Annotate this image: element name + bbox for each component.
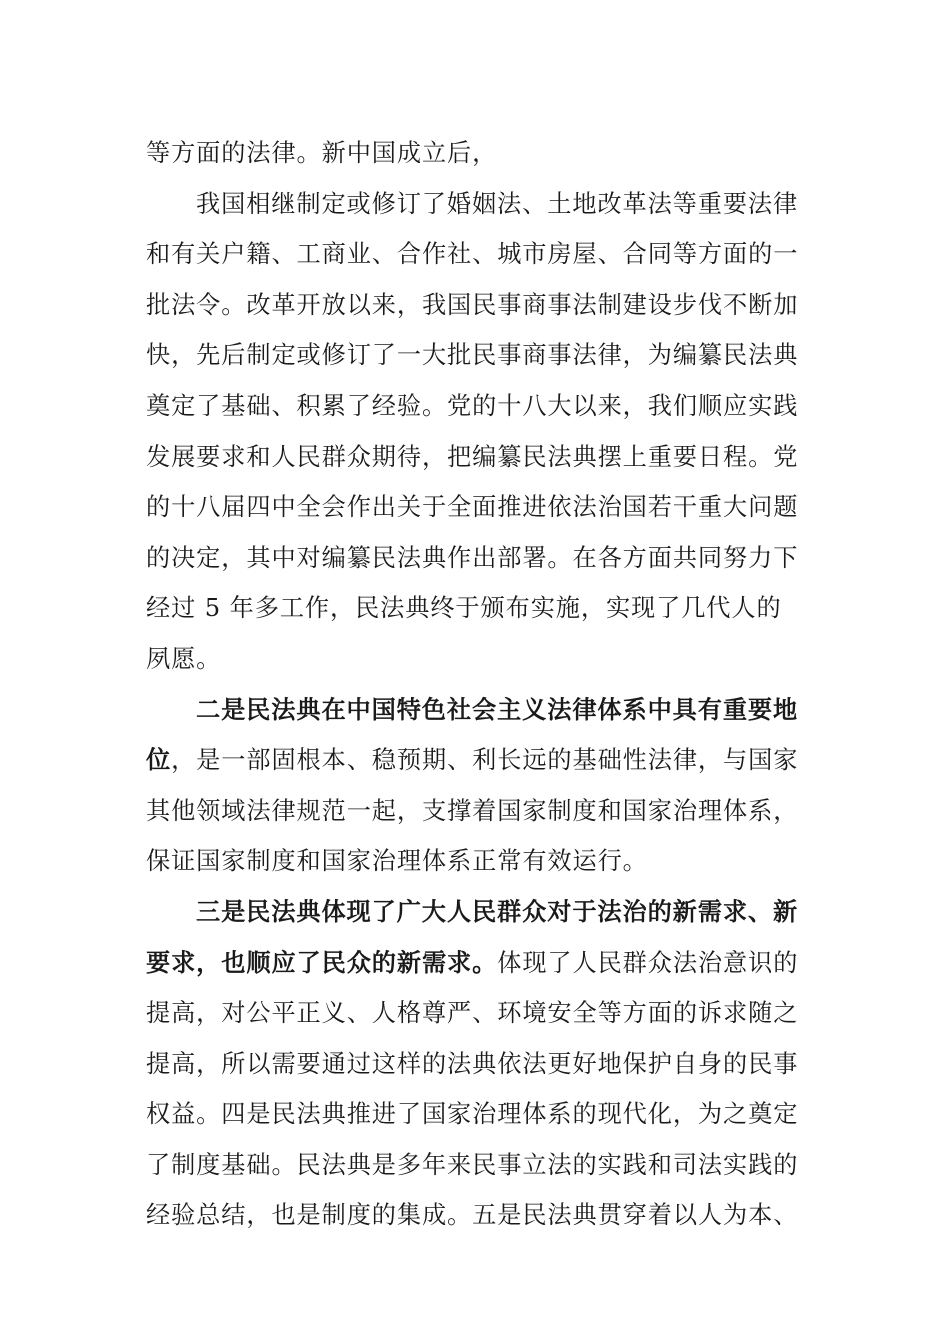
text-line <box>146 432 808 483</box>
text-run: 批法令。改革开放以来，我国民事商事法制建设步伐不断加 <box>146 290 799 319</box>
bold-text-run: 二是民法典在中国特色社会主义法律体系中具有重要地 <box>196 694 799 724</box>
text-run: 经过 5 年多工作，民法典终于颁布实施，实现了几代人的 <box>146 594 782 623</box>
text-line <box>146 583 808 634</box>
bold-text-run: 要求，也顺应了民众的新需求。 <box>146 947 498 977</box>
text-line <box>146 1140 808 1191</box>
bold-text-run: 三是民法典体现了广大人民群众对于法治的新需求、新 <box>196 896 799 926</box>
text-line <box>146 128 808 179</box>
text-line <box>146 179 808 230</box>
text-line <box>146 280 808 331</box>
text-line <box>146 988 808 1039</box>
text-line <box>146 381 808 432</box>
text-line <box>146 229 808 280</box>
text-run: 经验总结，也是制度的集成。五是民法典贯穿着以人为本、 <box>146 1201 799 1230</box>
bold-text-run: 位 <box>146 745 172 775</box>
text-run: 体现了人民群众法治意识的 <box>497 948 799 977</box>
text-run: 我国相继制定或修订了婚姻法、土地改革法等重要法律 <box>196 189 799 218</box>
text-line <box>146 482 808 533</box>
text-line <box>146 533 808 584</box>
text-run: 发展要求和人民群众期待，把编纂民法典摆上重要日程。党 <box>146 442 799 471</box>
text-line <box>146 1039 808 1090</box>
text-run: 等方面的法律。新中国成立后， <box>146 139 498 167</box>
text-run: 的决定，其中对编纂民法典作出部署。在各方面共同努力下 <box>146 543 799 572</box>
text-run: 保证国家制度和国家治理体系正常有效运行。 <box>146 847 648 876</box>
text-line <box>146 330 808 381</box>
text-line <box>146 1089 808 1140</box>
text-run: 权益。四是民法典推进了国家治理体系的现代化，为之奠定 <box>146 1100 799 1129</box>
text-run: 了制度基础。民法典是多年来民事立法的实践和司法实践的 <box>146 1150 799 1179</box>
text-run: 的十八届四中全会作出关于全面推进依法治国若干重大问题 <box>146 493 799 522</box>
text-line <box>146 1190 808 1241</box>
text-line <box>146 786 808 837</box>
text-run: 夙愿。 <box>146 644 222 673</box>
text-line <box>146 685 808 736</box>
text-line <box>146 887 808 938</box>
text-line <box>146 634 808 685</box>
text-line <box>146 938 808 989</box>
document-page <box>146 128 808 1241</box>
text-line <box>146 836 808 887</box>
text-run: 其他领域法律规范一起，支撑着国家制度和国家治理体系， <box>146 796 799 825</box>
text-run: ，是一部固根本、稳预期、利长远的基础性法律，与国家 <box>171 746 799 775</box>
text-run: 和有关户籍、工商业、合作社、城市房屋、合同等方面的一 <box>146 240 799 269</box>
text-run: 提高，所以需要通过这样的法典依法更好地保护自身的民事 <box>146 1049 799 1078</box>
text-run: 奠定了基础、积累了经验。党的十八大以来，我们顺应实践 <box>146 391 799 420</box>
text-line <box>146 735 808 786</box>
text-run: 提高，对公平正义、人格尊严、环境安全等方面的诉求随之 <box>146 999 799 1028</box>
text-run: 快，先后制定或修订了一大批民事商事法律，为编纂民法典 <box>146 341 799 370</box>
